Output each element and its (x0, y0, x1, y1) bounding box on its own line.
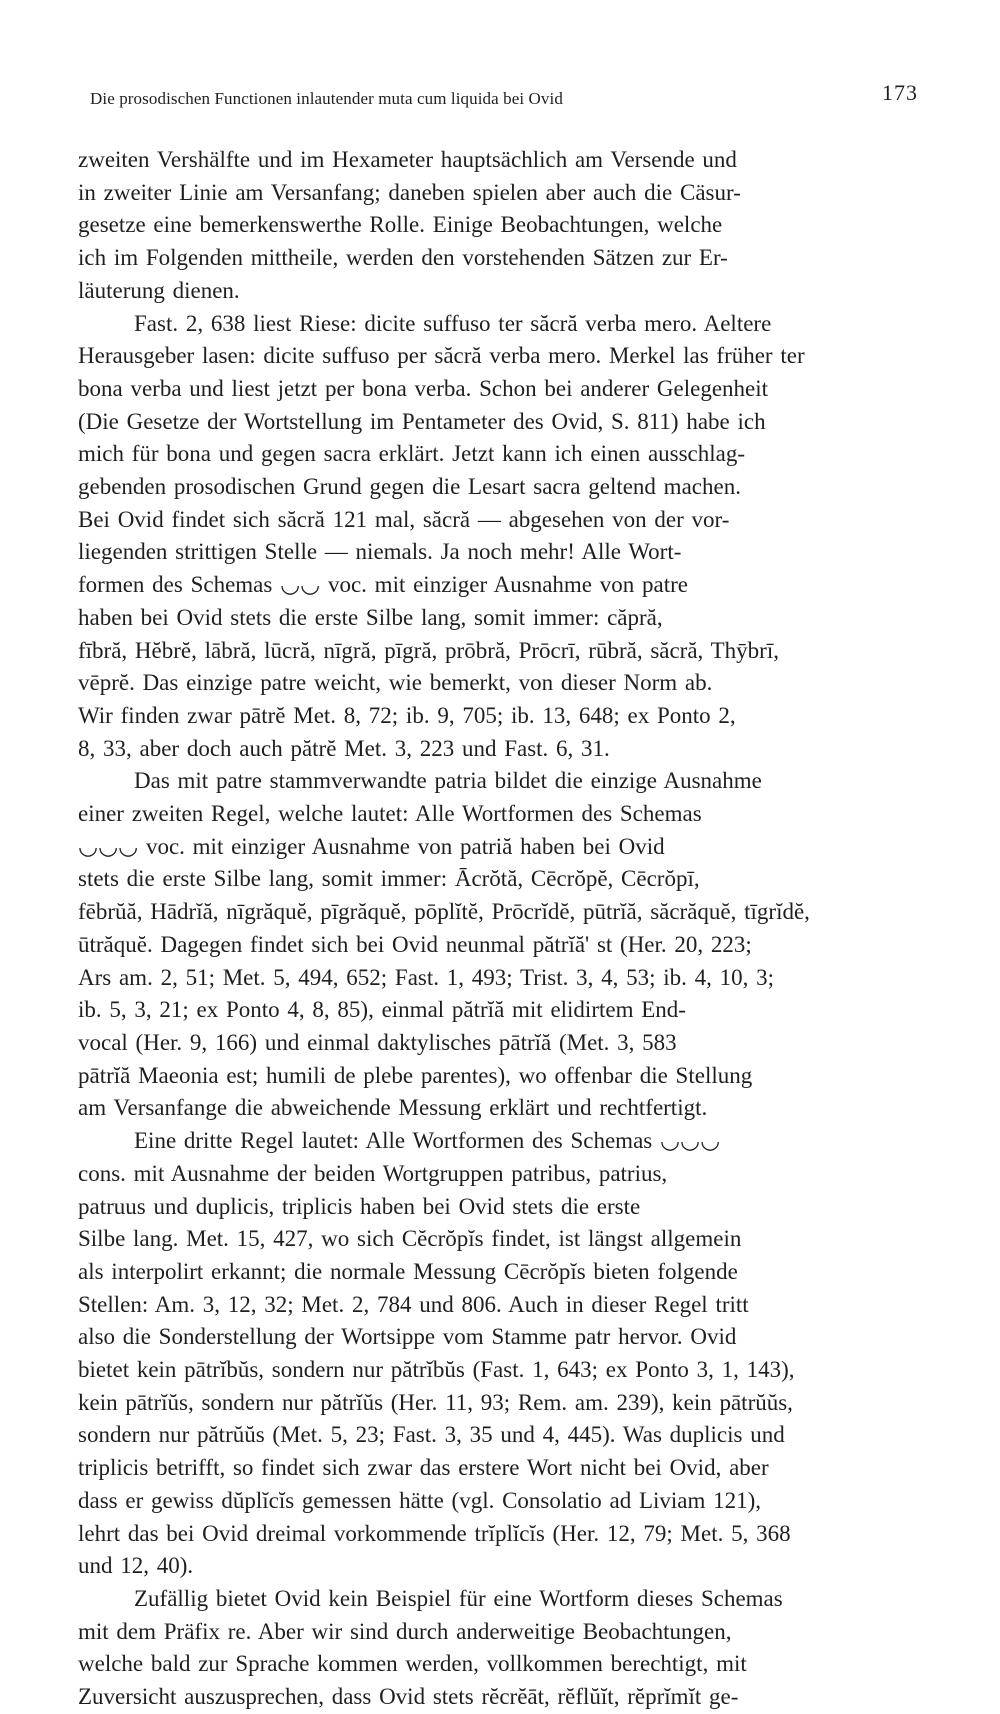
text-line: einer zweiten Regel, welche lautet: Alle Wortformen des Schemas (78, 801, 702, 827)
running-head: Die prosodischen Functionen inlautender muta cum liquida bei Ovid (90, 89, 563, 108)
text-line: dass er gewiss dŭplĭcĭs gemessen hätte (vgl. Consolatio ad Liviam 121), (78, 1487, 762, 1513)
body-text (78, 144, 920, 1714)
text-line: Herausgeber lasen: dicite suffuso per săcră verba mero. Merkel las früher ter (78, 343, 805, 369)
text-line: ūtrăquĕ. Dagegen findet sich bei Ovid neunmal pătrĭă' st (Her. 20, 223; (78, 931, 752, 957)
text-line: 8, 33, aber doch auch pătrĕ Met. 3, 223 und Fast. 6, 31. (78, 735, 610, 761)
text-line: bona verba und liest jetzt per bona verba. Schon bei anderer Gelegenheit (78, 375, 769, 401)
text-line: Zuversicht auszusprechen, dass Ovid stets rĕcrĕāt, rĕflŭĭt, rĕprĭmĭt ge- (78, 1684, 739, 1710)
paragraph (78, 144, 920, 308)
text-line: welche bald zur Sprache kommen werden, vollkommen berechtigt, mit (78, 1651, 747, 1677)
text-line: ib. 5, 3, 21; ex Ponto 4, 8, 85), einmal pătrĭă mit elidirtem End- (78, 997, 686, 1023)
text-line: gebenden prosodischen Grund gegen die Lesart sacra geltend machen. (78, 474, 741, 500)
text-line: stets die erste Silbe lang, somit immer: Ācrŏtă, Cēcrŏpĕ, Cēcrŏpī, (78, 866, 700, 892)
text-line: zweiten Vershälfte und im Hexameter hauptsächlich am Versende und (78, 147, 737, 172)
paragraph (78, 765, 920, 1125)
text-line: also die Sonderstellung der Wortsippe vom Stamme patr hervor. Ovid (78, 1324, 737, 1350)
text-line: (Die Gesetze der Wortstellung im Pentameter des Ovid, S. 811) habe ich (78, 408, 766, 434)
text-line: Das mit patre stammverwandte patria bildet die einzige Ausnahme (134, 768, 762, 794)
text-line: formen des Schemas ◡◡ voc. mit einziger Ausnahme von patre (78, 572, 688, 598)
text-line: gesetze eine bemerkenswerthe Rolle. Einige Beobachtungen, welche (78, 212, 723, 238)
text-line: Ars am. 2, 51; Met. 5, 494, 652; Fast. 1, 493; Trist. 3, 4, 53; ib. 4, 10, 3; (78, 964, 775, 990)
text-line: haben bei Ovid stets die erste Silbe lang, somit immer: căpră, (78, 604, 663, 630)
text-line: cons. mit Ausnahme der beiden Wortgruppen patribus, patrius, (78, 1160, 668, 1186)
text-line: ich im Folgenden mittheile, werden den vorstehenden Sätzen zur Er- (78, 245, 728, 271)
text-line: pātrĭă Maeonia est; humili de plebe parentes), wo offenbar die Stellung (78, 1062, 753, 1088)
text-line: Zufällig bietet Ovid kein Beispiel für eine Wortform dieses Schemas (134, 1585, 783, 1611)
text-line: in zweiter Linie am Versanfang; daneben spielen aber auch die Cäsur- (78, 179, 741, 205)
text-line: mich für bona und gegen sacra erklärt. Jetzt kann ich einen ausschlag- (78, 441, 746, 467)
text-line: kein pātrĭŭs, sondern nur pătrĭŭs (Her. 11, 93; Rem. am. 239), kein pātrŭŭs, (78, 1389, 793, 1415)
text-line: Stellen: Am. 3, 12, 32; Met. 2, 784 und 806. Auch in dieser Regel tritt (78, 1291, 749, 1317)
text-line: Bei Ovid findet sich săcră 121 mal, săcră — abgesehen von der vor- (78, 506, 730, 532)
text-line: fēbrŭă, Hādrĭă, nīgrăquĕ, pīgrăquĕ, pōplĭtĕ, Prōcrĭdĕ, pūtrĭă, săcrăquĕ, tīgrĭdĕ, (78, 899, 810, 925)
text-line: läuterung dienen. (78, 277, 240, 303)
text-line: triplicis betrifft, so findet sich zwar das erstere Wort nicht bei Ovid, aber (78, 1455, 769, 1481)
text-line: liegenden strittigen Stelle — niemals. Ja noch mehr! Alle Wort- (78, 539, 682, 565)
text-line: Eine dritte Regel lautet: Alle Wortformen des Schemas ◡◡◡ (134, 1128, 721, 1154)
text-line: Wir finden zwar pātrĕ Met. 8, 72; ib. 9, 705; ib. 13, 648; ex Ponto 2, (78, 702, 736, 728)
page-number: 173 (882, 80, 918, 105)
text-line: ◡◡◡ voc. mit einziger Ausnahme von patriă haben bei Ovid (78, 833, 665, 859)
text-line: Silbe lang. Met. 15, 427, wo sich Cĕcrŏpĭs findet, ist längst allgemein (78, 1226, 742, 1252)
text-line: lehrt das bei Ovid dreimal vorkommende trĭplĭcĭs (Her. 12, 79; Met. 5, 368 (78, 1520, 791, 1546)
text-line: patruus und duplicis, triplicis haben bei Ovid stets die erste (78, 1193, 641, 1219)
paragraph (78, 1125, 920, 1583)
text-line: sondern nur pătrŭŭs (Met. 5, 23; Fast. 3, 35 und 4, 445). Was duplicis und (78, 1422, 785, 1448)
text-line: Fast. 2, 638 liest Riese: dicite suffuso ter săcră verba mero. Aeltere (134, 310, 772, 336)
text-line: mit dem Präfix re. Aber wir sind durch anderweitige Beobachtungen, (78, 1618, 732, 1644)
text-line: als interpolirt erkannt; die normale Messung Cēcrŏpĭs bieten folgende (78, 1258, 738, 1284)
text-line: fībră, Hĕbrĕ, lābră, lūcră, nīgră, pīgră, prōbră, Prōcrī, rūbră, săcră, Thȳbrī, (78, 637, 779, 663)
book-page (78, 78, 920, 1710)
text-line: bietet kein pātrĭbŭs, sondern nur pătrĭbŭs (Fast. 1, 643; ex Ponto 3, 1, 143), (78, 1357, 795, 1383)
text-line: vocal (Her. 9, 166) und einmal daktylisches pātrĭă (Met. 3, 583 (78, 1029, 677, 1055)
paragraph (78, 1583, 920, 1714)
text-line: vēprĕ. Das einzige patre weicht, wie bemerkt, von dieser Norm ab. (78, 670, 713, 696)
paragraph (78, 308, 920, 766)
text-line: und 12, 40). (78, 1553, 194, 1579)
text-line: am Versanfange die abweichende Messung erklärt und rechtfertigt. (78, 1095, 708, 1121)
page-header (78, 78, 920, 118)
